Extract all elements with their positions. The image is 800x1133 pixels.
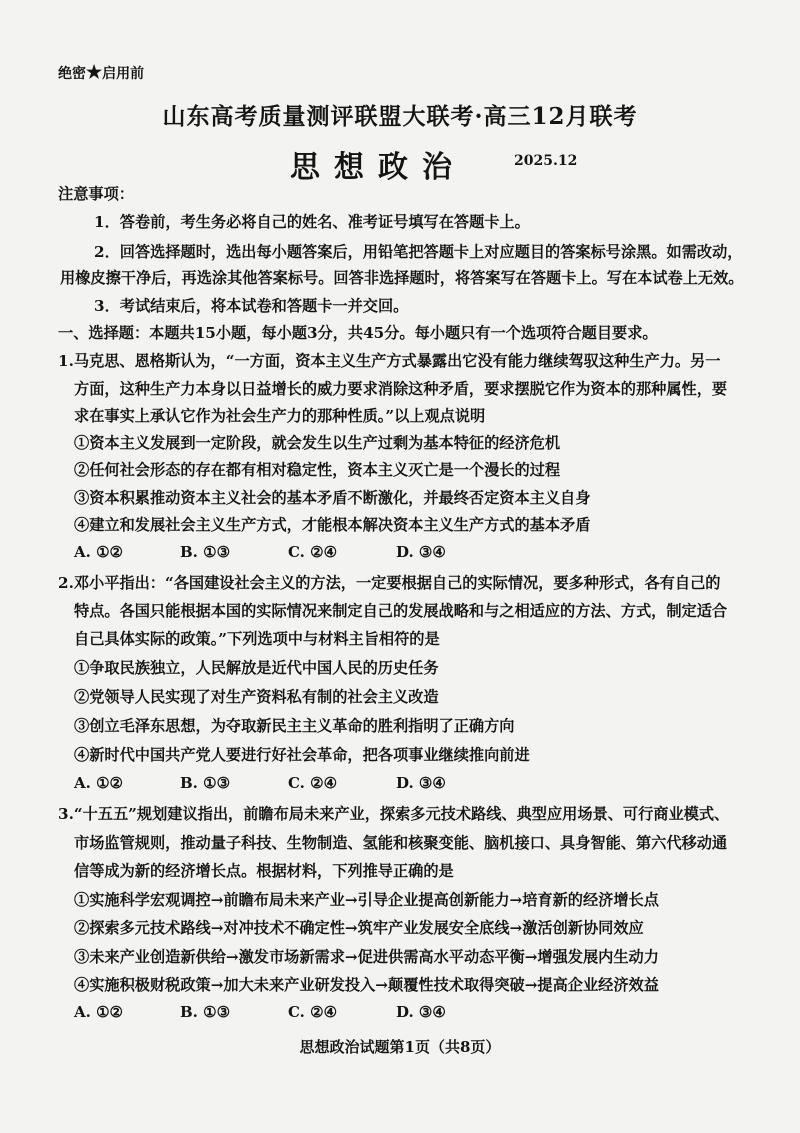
q2-stem-line3: 自己具体实际的政策。”下列选项中与材料主旨相符的是 (74, 630, 440, 648)
q3-stem-line3: 信等成为新的经济增长点。根据材料，下列推导正确的是 (74, 862, 454, 880)
q2-option-d: D. ③④ (396, 774, 446, 792)
q2-statement-3: ③创立毛泽东思想，为夺取新民主主义革命的胜利指明了正确方向 (74, 717, 515, 735)
confidential-suffix: 启用前 (102, 66, 145, 82)
q1-stem-line2: 方面，这种生产力本身以日益增长的威力要求消除这种矛盾，要求摆脱它作为资本的那种属性，要 (74, 380, 728, 398)
q3-statement-1: ①实施科学宏观调控→前瞻布局未来产业→引导企业提高创新能力→培育新的经济增长点 (74, 891, 659, 909)
confidential-mark (58, 62, 144, 83)
q3-option-b: B. ①③ (180, 1003, 231, 1021)
q1-option-c: C. ②④ (288, 543, 338, 561)
page-footer: 思想政治试题第1页（共8页） (299, 1038, 501, 1056)
q3-stem-line2: 市场监管规则，推动量子科技、生物制造、氢能和核聚变能、脑机接口、具身智能、第六代移动通 (74, 834, 728, 852)
exam-date: 2025.12 (514, 153, 578, 169)
q2-stem-line1: 2.邓小平指出：“各国建设社会主义的方法，一定要根据自己的实际情况，要多种形式，各有自己的 (58, 574, 721, 592)
notice-title: 注意事项： (58, 185, 134, 203)
q3-statement-4: ④实施积极财税政策→加大未来产业研发投入→颠覆性技术取得突破→提高企业经济效益 (74, 976, 659, 994)
notice-item-2-cont: 用橡皮擦干净后，再选涂其他答案标号。回答非选择题时，将答案写在答题卡上。写在本试卷上无效。 (60, 269, 744, 287)
q1-statement-4: ④建立和发展社会主义生产方式，才能根本解决资本主义生产方式的基本矛盾 (74, 516, 591, 534)
notice-item-1: 1．答卷前，考生务必将自己的姓名、准考证号填写在答题卡上。 (94, 213, 530, 231)
q1-statement-1: ①资本主义发展到一定阶段，就会发生以生产过剩为基本特征的经济危机 (74, 434, 560, 452)
section-title: 一、选择题：本题共15小题，每小题3分，共45分。每小题只有一个选项符合题目要求。 (58, 324, 658, 342)
q1-option-a: A. ①② (74, 543, 123, 561)
subject-title: 思想政治 (290, 150, 466, 185)
q2-statement-4: ④新时代中国共产党人要进行好社会革命，把各项事业继续推向前进 (74, 746, 530, 764)
star-icon: ★ (86, 62, 103, 83)
q1-option-b: B. ①③ (180, 543, 231, 561)
notice-item-2: 2．回答选择题时，选出每小题答案后，用铅笔把答题卡上对应题目的答案标号涂黑。如需改动， (94, 243, 743, 261)
q3-stem-line1: 3.“十五五”规划建议指出，前瞻布局未来产业，探索多元技术路线、典型应用场景、可行商业模式、 (58, 805, 730, 823)
q2-option-b: B. ①③ (180, 774, 231, 792)
exam-title: 山东高考质量测评联盟大联考·高三12月联考 (162, 103, 638, 130)
q2-statement-1: ①争取民族独立，人民解放是近代中国人民的历史任务 (74, 659, 439, 677)
q3-option-a: A. ①② (74, 1003, 123, 1021)
q1-stem-line1: 1.马克思、恩格斯认为，“一方面，资本主义生产方式暴露出它没有能力继续驾驭这种生产力。另一 (58, 352, 721, 370)
notice-item-3: 3．考试结束后，将本试卷和答题卡一并交回。 (94, 297, 409, 315)
q1-statement-2: ②任何社会形态的存在都有相对稳定性，资本主义灭亡是一个漫长的过程 (74, 461, 560, 479)
q1-statement-3: ③资本积累推动资本主义社会的基本矛盾不断激化，并最终否定资本主义自身 (74, 489, 591, 507)
q2-option-a: A. ①② (74, 774, 123, 792)
q3-statement-2: ②探索多元技术路线→对冲技术不确定性→筑牢产业发展安全底线→激活创新协同效应 (74, 919, 644, 937)
q2-statement-2: ②党领导人民实现了对生产资料私有制的社会主义改造 (74, 688, 439, 706)
confidential-label: 绝密 (58, 66, 86, 82)
q3-option-d: D. ③④ (396, 1003, 446, 1021)
q3-option-c: C. ②④ (288, 1003, 338, 1021)
q3-statement-3: ③未来产业创造新供给→激发市场新需求→促进供需高水平动态平衡→增强发展内生动力 (74, 948, 659, 966)
q1-option-d: D. ③④ (396, 543, 446, 561)
q2-option-c: C. ②④ (288, 774, 338, 792)
q2-stem-line2: 特点。各国只能根据本国的实际情况来制定自己的发展战略和与之相适应的方法、方式，制定适合 (74, 602, 728, 620)
q1-stem-line3: 求在事实上承认它作为社会生产力的那种性质。”以上观点说明 (74, 407, 486, 425)
